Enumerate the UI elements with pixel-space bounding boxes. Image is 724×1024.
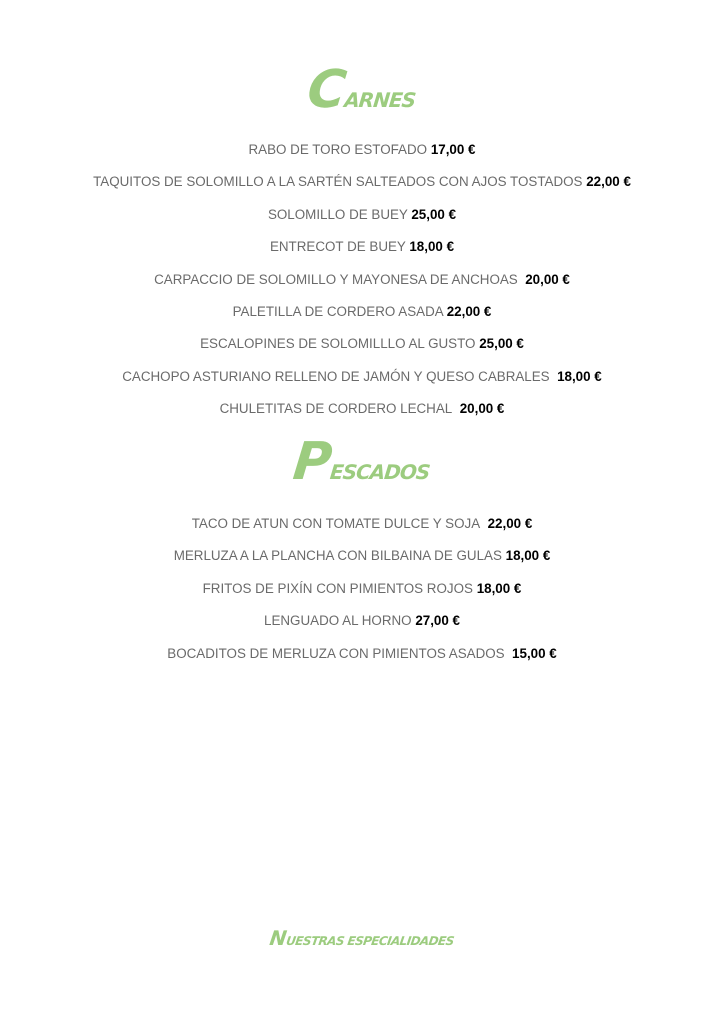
- dish-price: 15,00 €: [512, 645, 557, 661]
- section-title-initial: P: [290, 432, 335, 492]
- dish-name: ENTRECOT DE BUEY: [269, 239, 406, 255]
- footer-rest: UESTRAS ESPECIALIDADES: [285, 934, 455, 948]
- dish-price: 20,00 €: [459, 401, 505, 417]
- dish-price: 20,00 €: [525, 271, 570, 287]
- dish-item: [0, 205, 724, 237]
- dish-name: MERLUZA A LA PLANCHA CON BILBAINA DE GULAS: [173, 548, 502, 564]
- pescados-dish-list: [0, 514, 724, 676]
- dish-item: [0, 237, 724, 269]
- section-title-rest: ARNES: [343, 88, 417, 112]
- dish-name: CHULETITAS DE CORDERO LECHAL: [219, 401, 453, 417]
- section-title-initial: C: [304, 60, 349, 120]
- dish-name: ESCALOPINES DE SOLOMILLLO AL GUSTO: [200, 336, 476, 352]
- dish-price: 25,00 €: [479, 336, 524, 352]
- dish-item: [0, 546, 724, 578]
- dish-item: [0, 270, 724, 302]
- section-title-pescados: [0, 432, 724, 492]
- dish-name: LENGUADO AL HORNO: [264, 613, 412, 629]
- dish-name: CARPACCIO DE SOLOMILLO Y MAYONESA DE ANCHOAS: [154, 271, 518, 287]
- dish-name: BOCADITOS DE MERLUZA CON PIMIENTOS ASADOS: [167, 645, 505, 661]
- dish-item: [0, 611, 724, 643]
- dish-item: [0, 399, 724, 431]
- section-title-rest: ESCADOS: [328, 460, 431, 484]
- dish-item: [0, 172, 724, 204]
- dish-price: 27,00 €: [415, 613, 460, 629]
- footer-initial: N: [268, 926, 289, 950]
- dish-name: CACHOPO ASTURIANO RELLENO DE JAMÓN Y QUESO CABRALES: [122, 368, 550, 384]
- dish-price: 22,00 €: [586, 174, 631, 190]
- dish-name: SOLOMILLO DE BUEY: [267, 206, 408, 222]
- dish-price: 18,00 €: [409, 239, 455, 255]
- dish-item: [0, 302, 724, 334]
- dish-price: 18,00 €: [505, 548, 551, 564]
- dish-price: 18,00 €: [557, 368, 602, 384]
- dish-item: [0, 644, 724, 676]
- dish-price: 18,00 €: [476, 580, 522, 596]
- dish-name: PALETILLA DE CORDERO ASADA: [232, 303, 443, 319]
- dish-price: 25,00 €: [411, 206, 457, 222]
- dish-price: 22,00 €: [487, 516, 533, 531]
- dish-name: FRITOS DE PIXÍN CON PIMIENTOS ROJOS: [202, 580, 473, 596]
- dish-price: 17,00 €: [430, 142, 476, 157]
- dish-item: [0, 514, 724, 546]
- dish-item: [0, 367, 724, 399]
- footer-tagline: [0, 926, 724, 950]
- dish-name: TAQUITOS DE SOLOMILLO A LA SARTÉN SALTEADOS CON AJOS TOSTADOS: [93, 174, 583, 190]
- dish-item: [0, 334, 724, 366]
- dish-price: 22,00 €: [446, 303, 492, 319]
- dish-name: RABO DE TORO ESTOFADO: [248, 142, 428, 157]
- dish-item: [0, 579, 724, 611]
- dish-item: [0, 140, 724, 172]
- section-title-carnes: [0, 60, 724, 120]
- dish-name: TACO DE ATUN CON TOMATE DULCE Y SOJA: [191, 516, 481, 531]
- carnes-dish-list: [0, 140, 724, 432]
